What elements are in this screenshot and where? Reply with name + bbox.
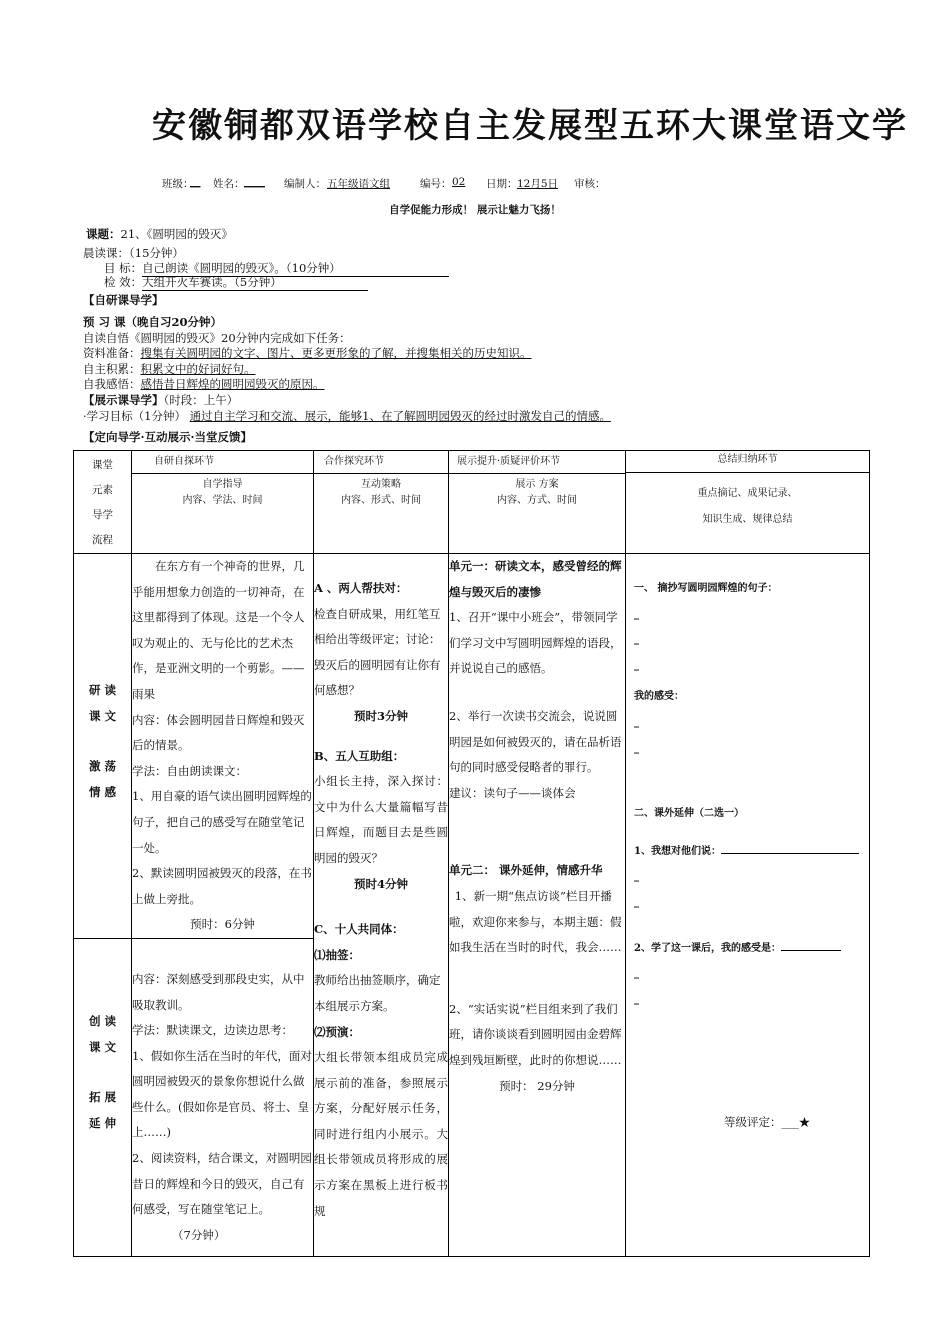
topic-value: 21、《圆明园的毁灭》 [120, 227, 233, 241]
date-value: 12月5日 [517, 178, 559, 190]
col1-sub: 自学指导 [202, 479, 243, 490]
quote-text: 在东方有一个神奇的世界，几乎能用想象力创造的一切神奇，在这里都得到了体现。这是一个令人叹为观止的、无与伦比的艺术杰作，是亚洲文明的一个剪影。——雨果 [132, 559, 305, 701]
extension-item: 2、学了这一课后，我的感受是： [634, 942, 781, 954]
class-value: __ [190, 176, 201, 188]
check-label: 检 效： [104, 275, 143, 289]
task-text: 1、用自豪的语气读出圆明园辉煌的句子，把自己的感受写在随堂笔记一处。 [132, 789, 312, 855]
col2-sub: 互动策略 [361, 479, 401, 490]
topic-label: 课题： [86, 227, 121, 241]
feel-label: 我的感受： [634, 691, 684, 703]
goal-label: 目 标： [104, 261, 143, 275]
corner-text: 导学 [92, 509, 113, 521]
class-label: 班级： [162, 178, 194, 190]
corner-text: 元素 [92, 484, 113, 496]
row-label-text: 研 读 [88, 683, 116, 697]
col4-sub: 重点摘记、成果记录、 [697, 488, 798, 499]
feel-value: 感悟昔日辉煌的圆明园毁灭的原因。 [140, 377, 325, 391]
unit-title: 单元一：研读文本，感受曾经的辉煌与毁灭后的凄惨 [449, 559, 622, 599]
guide-table [73, 450, 870, 1257]
answer-line[interactable] [721, 839, 859, 854]
summary-item: 一、 摘抄写圆明园辉煌的句子： [634, 583, 778, 594]
blank-line: _ [634, 896, 639, 908]
row-label-text: 情 感 [88, 784, 116, 799]
unit-task: 1、新一期“焦点访谈”栏目开播啦，欢迎你来参与，本期主题：假如我生活在当时的时代，我会…… [449, 888, 622, 955]
material-label: 资料准备： [83, 346, 141, 360]
row-label-text: 创 读 [88, 1013, 116, 1028]
col1-row2 [132, 938, 314, 1256]
name-value: ____ [244, 176, 265, 188]
time-text: 预时4分钟 [353, 876, 408, 891]
method-text: 学法：默读课文，边读边思考： [132, 1023, 293, 1038]
col4-sub: 知识生成、规律总结 [702, 514, 793, 525]
row-label-text: 课 文 [88, 1039, 116, 1054]
number-label: 编号： [420, 178, 452, 190]
summary-item: 二、课外延伸（二选一） [634, 808, 744, 820]
col1-title: 自研自探环节 [132, 451, 313, 474]
col4-header [626, 451, 870, 554]
preview-label: 预 习 课（晚自习20分钟） [83, 315, 223, 329]
step-title: ⑵预演： [314, 1024, 360, 1039]
col1-row1 [132, 554, 314, 939]
group-title: B、五人互助组： [314, 748, 405, 763]
blank-line: _ [634, 742, 639, 754]
name-label: 姓名： [213, 178, 245, 190]
feel-label: 自我感悟： [83, 377, 141, 391]
section-self-study: 【自研课导学】 [83, 293, 164, 307]
task-text: 1、假如你生活在当时的年代，面对圆明园被毁灭的景象你想说什么做些什么。(假如你是官员、将士、皇上……) [132, 1048, 312, 1140]
corner-text: 流程 [92, 534, 113, 546]
col3-sub: 展示 方案 [515, 479, 559, 490]
step-text: 教师给出抽签顺序，确定本组展示方案。 [314, 973, 441, 1013]
row-label-text: 延 伸 [88, 1115, 116, 1130]
answer-line[interactable] [781, 936, 841, 951]
time-text: （7分钟） [172, 1227, 226, 1242]
group-title: C、十人共同体： [314, 922, 404, 937]
col3-title: 展示提升·质疑评价环节 [449, 451, 625, 474]
col2-title: 合作探究环节 [314, 451, 448, 474]
goal-value: 自己朗读《圆明园的毁灭》。（10分钟） [142, 260, 449, 277]
col2-header [314, 451, 449, 554]
method-text: 学法：自由朗读课文： [132, 763, 247, 778]
review-label: 审核： [574, 178, 606, 190]
section-show-time: （时段：上午） [163, 393, 239, 407]
row2-label [74, 938, 132, 1256]
date-label: 日期： [486, 178, 518, 190]
row-label-text: 激 荡 [88, 759, 116, 774]
col4-cell [626, 554, 870, 1257]
self-read: 自读自悟《圆明园的毁灭》20分钟内完成如下任务： [83, 331, 351, 345]
row-label-text: 拓 展 [88, 1090, 116, 1105]
row-label-text: 课 文 [88, 708, 116, 723]
check-value: 大组开火车赛读。（5分钟） [142, 274, 368, 291]
time-text: 预时：6分钟 [190, 917, 255, 932]
col1-sub: 内容、学法、时间 [182, 495, 263, 506]
extension-item: 1、我想对他们说： [634, 845, 721, 857]
blank-line: _ [634, 871, 639, 883]
corner-cell [74, 451, 132, 554]
blank-line: _ [634, 993, 639, 1005]
col2-cell [314, 554, 449, 1257]
grade-label: 等级评定： [724, 1115, 782, 1130]
content-text: 内容：体会圆明园昔日辉煌和毁灭后的情景。 [132, 712, 305, 753]
blank-line: _ [634, 968, 639, 980]
unit-task: 2、举行一次读书交流会，说说圆明园是如何被毁灭的，请在品析语句的同时感受侵略者的罪行。 [449, 708, 622, 775]
page-title: 安徽铜都双语学校自主发展型五环大课堂语文学 [152, 106, 908, 146]
corner-text: 课堂 [92, 459, 113, 471]
content-text: 内容：深刻感受到那段史实，从中吸取教训。 [132, 971, 305, 1012]
time-text: 预时3分钟 [353, 708, 408, 723]
col2-sub: 内容、形式、时间 [341, 495, 421, 506]
col3-sub: 内容、方式、时间 [497, 495, 577, 506]
editor-label: 编制人： [284, 178, 326, 190]
editor-value: 五年级语文组 [327, 178, 390, 190]
accum-label: 自主积累： [83, 362, 141, 376]
time-text: 预时： 29分钟 [499, 1078, 575, 1093]
number-value: 02 [452, 176, 466, 188]
group-text: 小组长主持，深入探讨：文中为什么大量篇幅写昔日辉煌，而题目去是些圆明园的毁灭？ [314, 774, 448, 865]
row1-label [74, 554, 132, 939]
section-guide: 【定向导学·互动展示·当堂反馈】 [83, 430, 253, 444]
slogan: 自学促能力形成！ 展示让魅力飞扬！ [389, 204, 561, 216]
task-text: 2、默读圆明园被毁灭的段落，在书上做上旁批。 [132, 866, 312, 906]
col3-header [449, 451, 626, 554]
accum-value: 积累文中的好词好句。 [140, 362, 256, 376]
unit-task: 2、“实话实说”栏目组来到了我们班，请你谈谈看到圆明园由金碧辉煌到残垣断壁，此时的你想说…… [449, 1001, 622, 1067]
blank-line: _ [634, 659, 639, 671]
material-value: 搜集有关圆明园的文字、图片、更多更形象的了解，并搜集相关的历史知识。 [140, 346, 532, 360]
col3-cell [449, 554, 626, 1257]
col1-header [132, 451, 314, 554]
step-title: ⑴抽签： [314, 947, 360, 962]
step-text: 大组长带领本组成员完成展示前的准备，参照展示方案，分配好展示任务，同时进行组内小展示。大组长带领成员将形成的展示方案在黑板上进行板书规 [314, 1050, 448, 1218]
task-text: 2、阅读资料，结合课文，对圆明园昔日的辉煌和今日的毁灭，自己有何感受，写在随堂笔记上。 [132, 1151, 312, 1217]
col4-title: 总结归纳环节 [626, 451, 869, 473]
blank-line: _ [634, 716, 639, 728]
group-text: 检查自研成果，用红笔互相给出等级评定；讨论：毁灭后的圆明园有让你有何感想？ [314, 606, 441, 698]
grade-value: ___★ [781, 1115, 811, 1130]
suggestion-text: 建议：读句子——谈体会 [449, 785, 576, 800]
unit-task: 1、召开“课中小班会”，带领同学们学习文中写圆明园辉煌的语段，并说说自己的感悟。 [449, 610, 622, 676]
blank-line: _ [634, 608, 639, 620]
blank-line: _ [634, 634, 639, 646]
group-title: A 、两人帮扶对： [314, 581, 408, 595]
aim-value: 通过自主学习和交流、展示，能够1、在了解圆明园毁灭的经过时激发自己的情感。 [189, 409, 611, 423]
aim-label: ·学习目标（1分钟） [83, 409, 186, 423]
unit-title: 单元二： 课外延伸，情感升华 [449, 863, 603, 878]
section-show: 【展示课导学】 [83, 393, 164, 407]
morning-label: 晨读课：（15分钟） [83, 246, 184, 260]
